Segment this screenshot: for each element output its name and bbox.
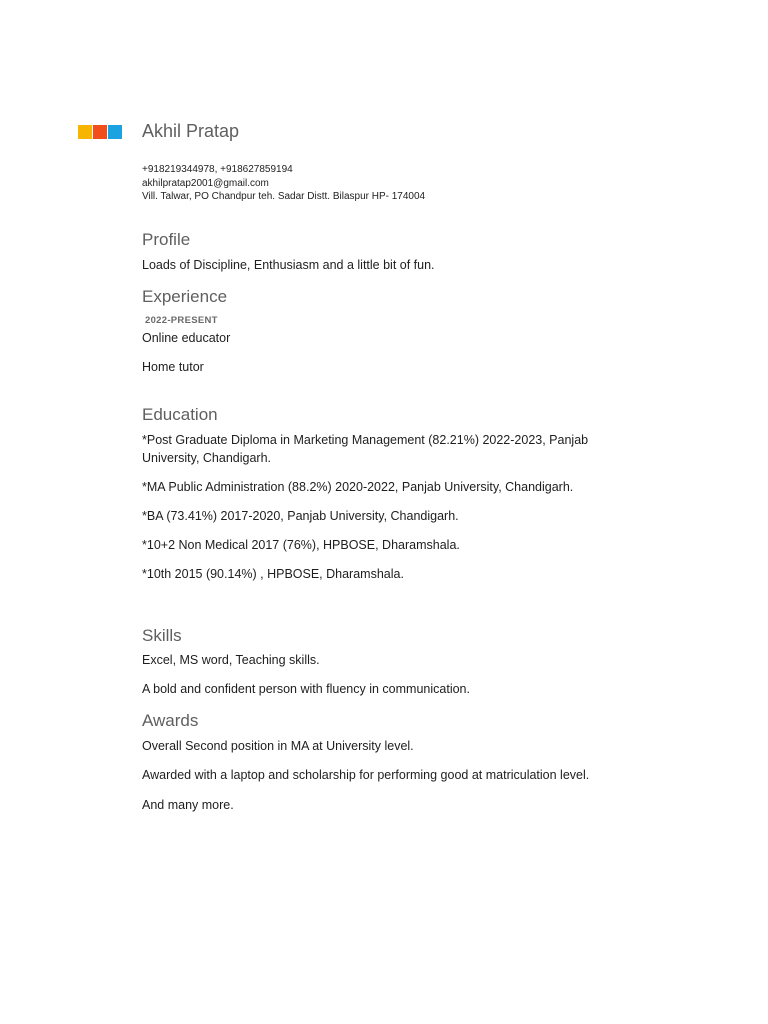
education-item: *BA (73.41%) 2017-2020, Panjab University, Chandigarh.	[142, 509, 459, 523]
logo-block-orange	[93, 125, 107, 139]
education-heading: Education	[142, 405, 218, 424]
profile-text: Loads of Discipline, Enthusiasm and a little bit of fun.	[142, 258, 435, 272]
contact-info	[142, 163, 425, 204]
skills-item: Excel, MS word, Teaching skills.	[142, 653, 320, 667]
education-item: *10+2 Non Medical 2017 (76%), HPBOSE, Dharamshala.	[142, 538, 460, 552]
awards-item: And many more.	[142, 798, 234, 812]
candidate-name: Akhil Pratap	[142, 121, 240, 141]
awards-item: Awarded with a laptop and scholarship for performing good at matriculation level.	[142, 768, 590, 782]
profile-heading: Profile	[142, 230, 191, 249]
experience-date: 2022-PRESENT	[145, 315, 218, 326]
email-address: akhilpratap2001@gmail.com	[142, 177, 269, 189]
postal-address: Vill. Talwar, PO Chandpur teh. Sadar Distt. Bilaspur HP- 174004	[142, 191, 426, 202]
experience-heading: Experience	[142, 287, 228, 306]
logo-block-yellow	[78, 125, 92, 139]
education-item: *Post Graduate Diploma in Marketing Management (82.21%) 2022-2023, Panjab University, Chandigarh.	[142, 433, 589, 465]
awards-item: Overall Second position in MA at University level.	[142, 739, 414, 753]
experience-item: Home tutor	[142, 360, 204, 374]
education-item: *MA Public Administration (88.2%) 2020-2022, Panjab University, Chandigarh.	[142, 480, 574, 494]
awards-heading: Awards	[142, 711, 199, 730]
skills-item: A bold and confident person with fluency in communication.	[142, 682, 470, 696]
logo-block-blue	[108, 125, 122, 139]
skills-heading: Skills	[142, 626, 182, 645]
experience-item: Online educator	[142, 331, 231, 345]
logo-color-blocks	[78, 125, 122, 139]
education-item: *10th 2015 (90.14%) , HPBOSE, Dharamshala.	[142, 567, 404, 581]
phone-numbers: +918219344978, +918627859194	[142, 164, 293, 175]
